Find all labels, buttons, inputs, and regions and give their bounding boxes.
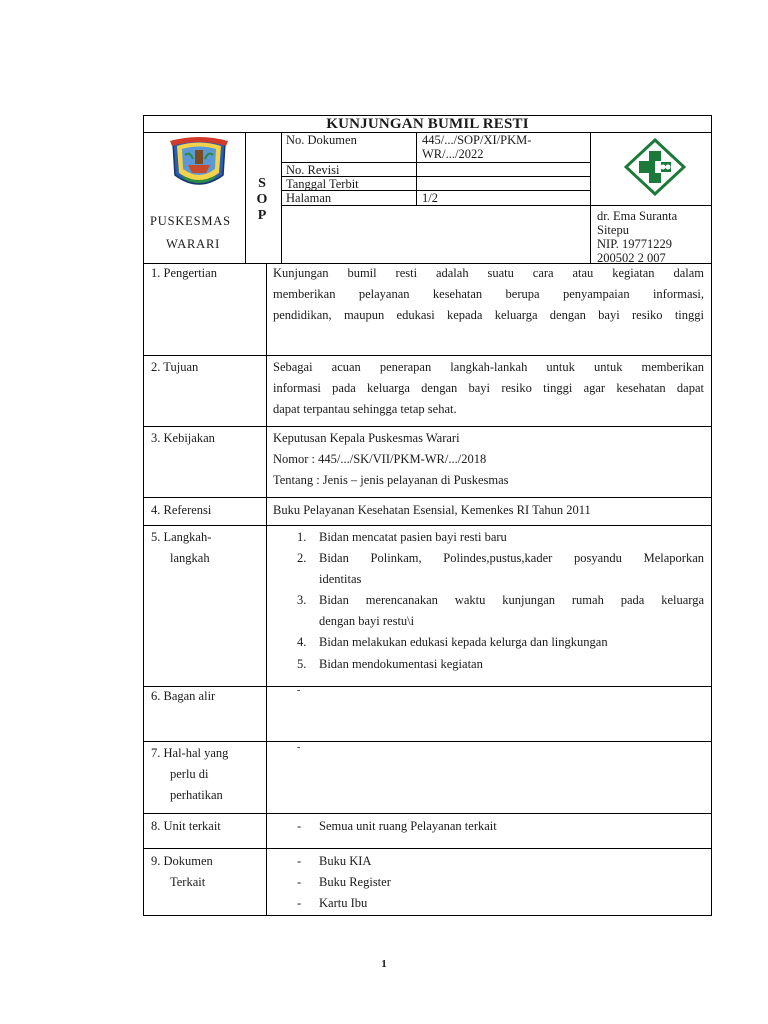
step-text: Bidan merencanakan waktu kunjungan rumah pada keluarga — [319, 593, 704, 607]
unit-terkait-item: Semua unit ruang Pelayanan terkait — [319, 819, 497, 833]
pengertian-line-1: Kunjungan bumil resti adalah suatu cara atau kegiatan dalam — [273, 266, 704, 280]
signer-line4: 200502 2 007 — [597, 251, 666, 265]
section-label-hal-line2: perlu di — [170, 767, 209, 781]
header-hline-signer — [590, 205, 712, 206]
section-label-pengertian: 1. Pengertian — [151, 266, 217, 280]
field-label-no-revisi: No. Revisi — [286, 163, 340, 177]
referensi-text: Buku Pelayanan Kesehatan Esensial, Kemenkes RI Tahun 2011 — [273, 503, 591, 517]
list-bullet: - — [297, 819, 302, 833]
tujuan-line-2: informasi pada keluarga dengan bayi resiko tinggi agar kesehatan dapat — [273, 381, 704, 395]
step-number: 5. — [297, 657, 307, 671]
section-label-dokumen-line1: 9. Dokumen — [151, 854, 213, 868]
field-label-no-dokumen: No. Dokumen — [286, 133, 357, 147]
field-value-halaman: 1/2 — [422, 191, 438, 205]
hal-mark: - — [297, 742, 301, 753]
row-divider-8 — [143, 813, 712, 814]
table-border-right — [711, 115, 712, 916]
step-number: 2. — [297, 551, 307, 565]
step-text: Bidan mendokumentasi kegiatan — [319, 657, 483, 671]
page-number: 1 — [381, 958, 387, 970]
row-divider-9 — [143, 848, 712, 849]
kebijakan-line-1: Keputusan Kepala Puskesmas Warari — [273, 431, 460, 445]
step-text-continued: identitas — [319, 572, 362, 586]
section-label-langkah-line1: 5. Langkah- — [151, 530, 212, 544]
section-label-hal-line3: perhatikan — [170, 788, 223, 802]
org-name-line1: PUSKESMAS — [150, 214, 231, 228]
signer-line2: Sitepu — [597, 223, 629, 237]
step-number: 4. — [297, 635, 307, 649]
step-text: Bidan Polinkam, Polindes,pustus,kader posyandu Melaporkan — [319, 551, 704, 565]
row-divider-3 — [143, 426, 712, 427]
tujuan-line-1: Sebagai acuan penerapan langkah-lankah untuk untuk memberikan — [273, 360, 704, 374]
row-divider-6 — [143, 686, 712, 687]
kebijakan-line-3: Tentang : Jenis – jenis pelayanan di Puskesmas — [273, 473, 509, 487]
section-label-langkah-line2: langkah — [170, 551, 210, 565]
header-vline-logo — [245, 132, 246, 264]
section-label-kebijakan: 3. Kebijakan — [151, 431, 215, 445]
dokumen-item: Kartu Ibu — [319, 896, 368, 910]
kebijakan-line-2: Nomor : 445/.../SK/VII/PKM-WR/.../2018 — [273, 452, 487, 466]
list-bullet: - — [297, 875, 302, 889]
pengertian-line-2: memberikan pelayanan kesehatan berupa penyampaian informasi, — [273, 287, 704, 301]
sop-letter-s: S — [258, 176, 266, 191]
section-label-unit-terkait: 8. Unit terkait — [151, 819, 221, 833]
step-text-continued: dengan bayi restu\i — [319, 614, 415, 628]
section-label-tujuan: 2. Tujuan — [151, 360, 199, 374]
step-number: 3. — [297, 593, 307, 607]
org-name-line2: WARARI — [166, 237, 221, 251]
header-vline-label — [416, 132, 417, 206]
section-label-dokumen-line2: Terkait — [170, 875, 206, 889]
list-bullet: - — [297, 896, 302, 910]
dokumen-item: Buku KIA — [319, 854, 372, 868]
puskesmas-logo — [624, 138, 686, 196]
sop-letter-o: O — [256, 192, 268, 207]
list-bullet: - — [297, 854, 302, 868]
table-border-bottom — [143, 915, 712, 916]
document-title: KUNJUNGAN BUMIL RESTI — [326, 116, 529, 132]
pengertian-line-3: pendidikan, maupun edukasi kepada keluarga dengan bayi resiko tinggi — [273, 308, 704, 322]
step-text: Bidan melakukan edukasi kepada kelurga dan lingkungan — [319, 635, 608, 649]
table-border-left — [143, 115, 144, 916]
field-label-tanggal-terbit: Tanggal Terbit — [286, 177, 359, 191]
step-text: Bidan mencatat pasien bayi resti baru — [319, 530, 507, 544]
dokumen-item: Buku Register — [319, 875, 391, 889]
row-divider-4 — [143, 497, 712, 498]
header-vline-sop — [281, 132, 282, 264]
step-number: 1. — [297, 530, 307, 544]
field-value-no-dokumen-line2: WR/.../2022 — [422, 147, 484, 161]
row-divider-7 — [143, 741, 712, 742]
section-label-bagan-alir: 6. Bagan alir — [151, 689, 216, 703]
row-divider-5 — [143, 525, 712, 526]
row-divider-2 — [143, 355, 712, 356]
section-label-referensi: 4. Referensi — [151, 503, 212, 517]
field-value-no-dokumen-line1: 445/.../SOP/XI/PKM- — [422, 133, 532, 147]
sop-letter-p: P — [257, 208, 267, 223]
section-column-divider — [266, 263, 267, 916]
signer-line3: NIP. 19771229 — [597, 237, 673, 251]
section-label-hal-line1: 7. Hal-hal yang — [151, 746, 229, 760]
regional-logo — [168, 135, 230, 193]
tujuan-line-3: dapat terpantau sehingga tetap sehat. — [273, 402, 457, 416]
header-vline-value — [590, 132, 591, 264]
bagan-alir-mark: - — [297, 685, 301, 696]
field-label-halaman: Halaman — [286, 191, 332, 205]
signer-line1: dr. Ema Suranta — [597, 209, 678, 223]
